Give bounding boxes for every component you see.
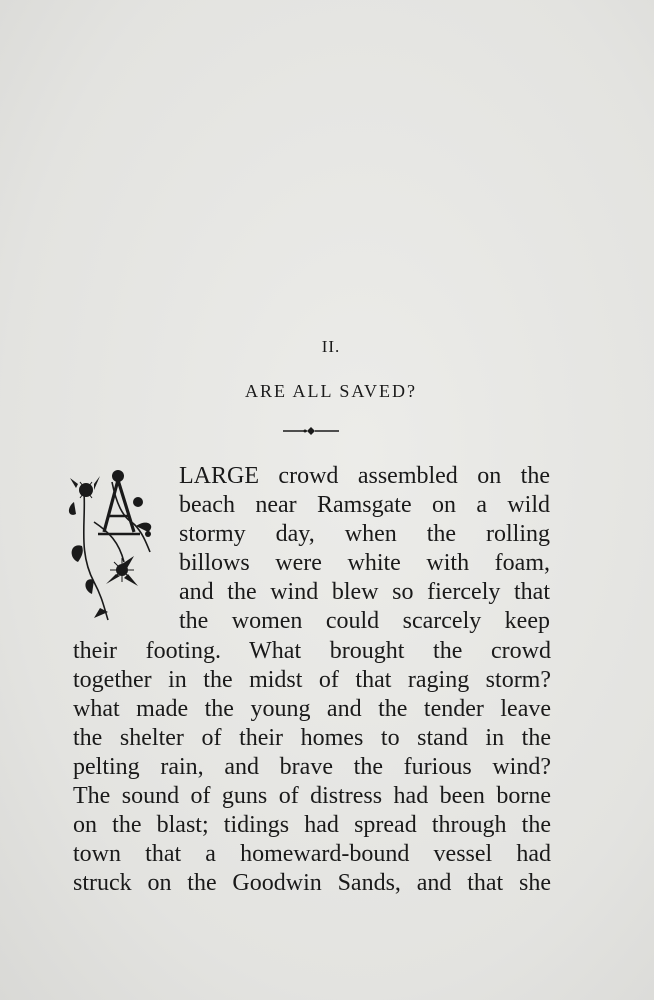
chapter-title: ARE ALL SAVED?	[245, 381, 417, 401]
text-line-5: and the wind blew so fiercely that	[179, 579, 550, 605]
text-line-4: billows were white with foam,	[179, 550, 550, 576]
text-line-12: The sound of guns of distress had been borne	[73, 783, 551, 809]
text-line-10: the shelter of their homes to stand in the	[73, 725, 551, 751]
text-line-1: LARGE crowd assembled on the	[179, 463, 550, 489]
divider-ornament	[283, 425, 339, 437]
text-line-9: what made the young and the tender leave	[73, 696, 551, 722]
text-line-13: on the blast; tidings had spread through the	[73, 812, 551, 838]
chapter-number: II.	[321, 337, 341, 356]
text-line-2: beach near Ramsgate on a wild	[179, 492, 550, 518]
floral-dropcap-illustration	[64, 462, 160, 622]
text-line-11: pelting rain, and brave the furious wind?	[73, 754, 551, 780]
text-line-8: together in the midst of that raging storm?	[73, 667, 551, 693]
text-line-3: stormy day, when the rolling	[179, 521, 550, 547]
text-line-7: their footing. What brought the crowd	[73, 638, 551, 664]
text-line-14: town that a homeward-bound vessel had	[73, 841, 551, 867]
text-line-15: struck on the Goodwin Sands, and that she	[73, 870, 551, 896]
text-line-6: the women could scarcely keep	[179, 608, 550, 634]
